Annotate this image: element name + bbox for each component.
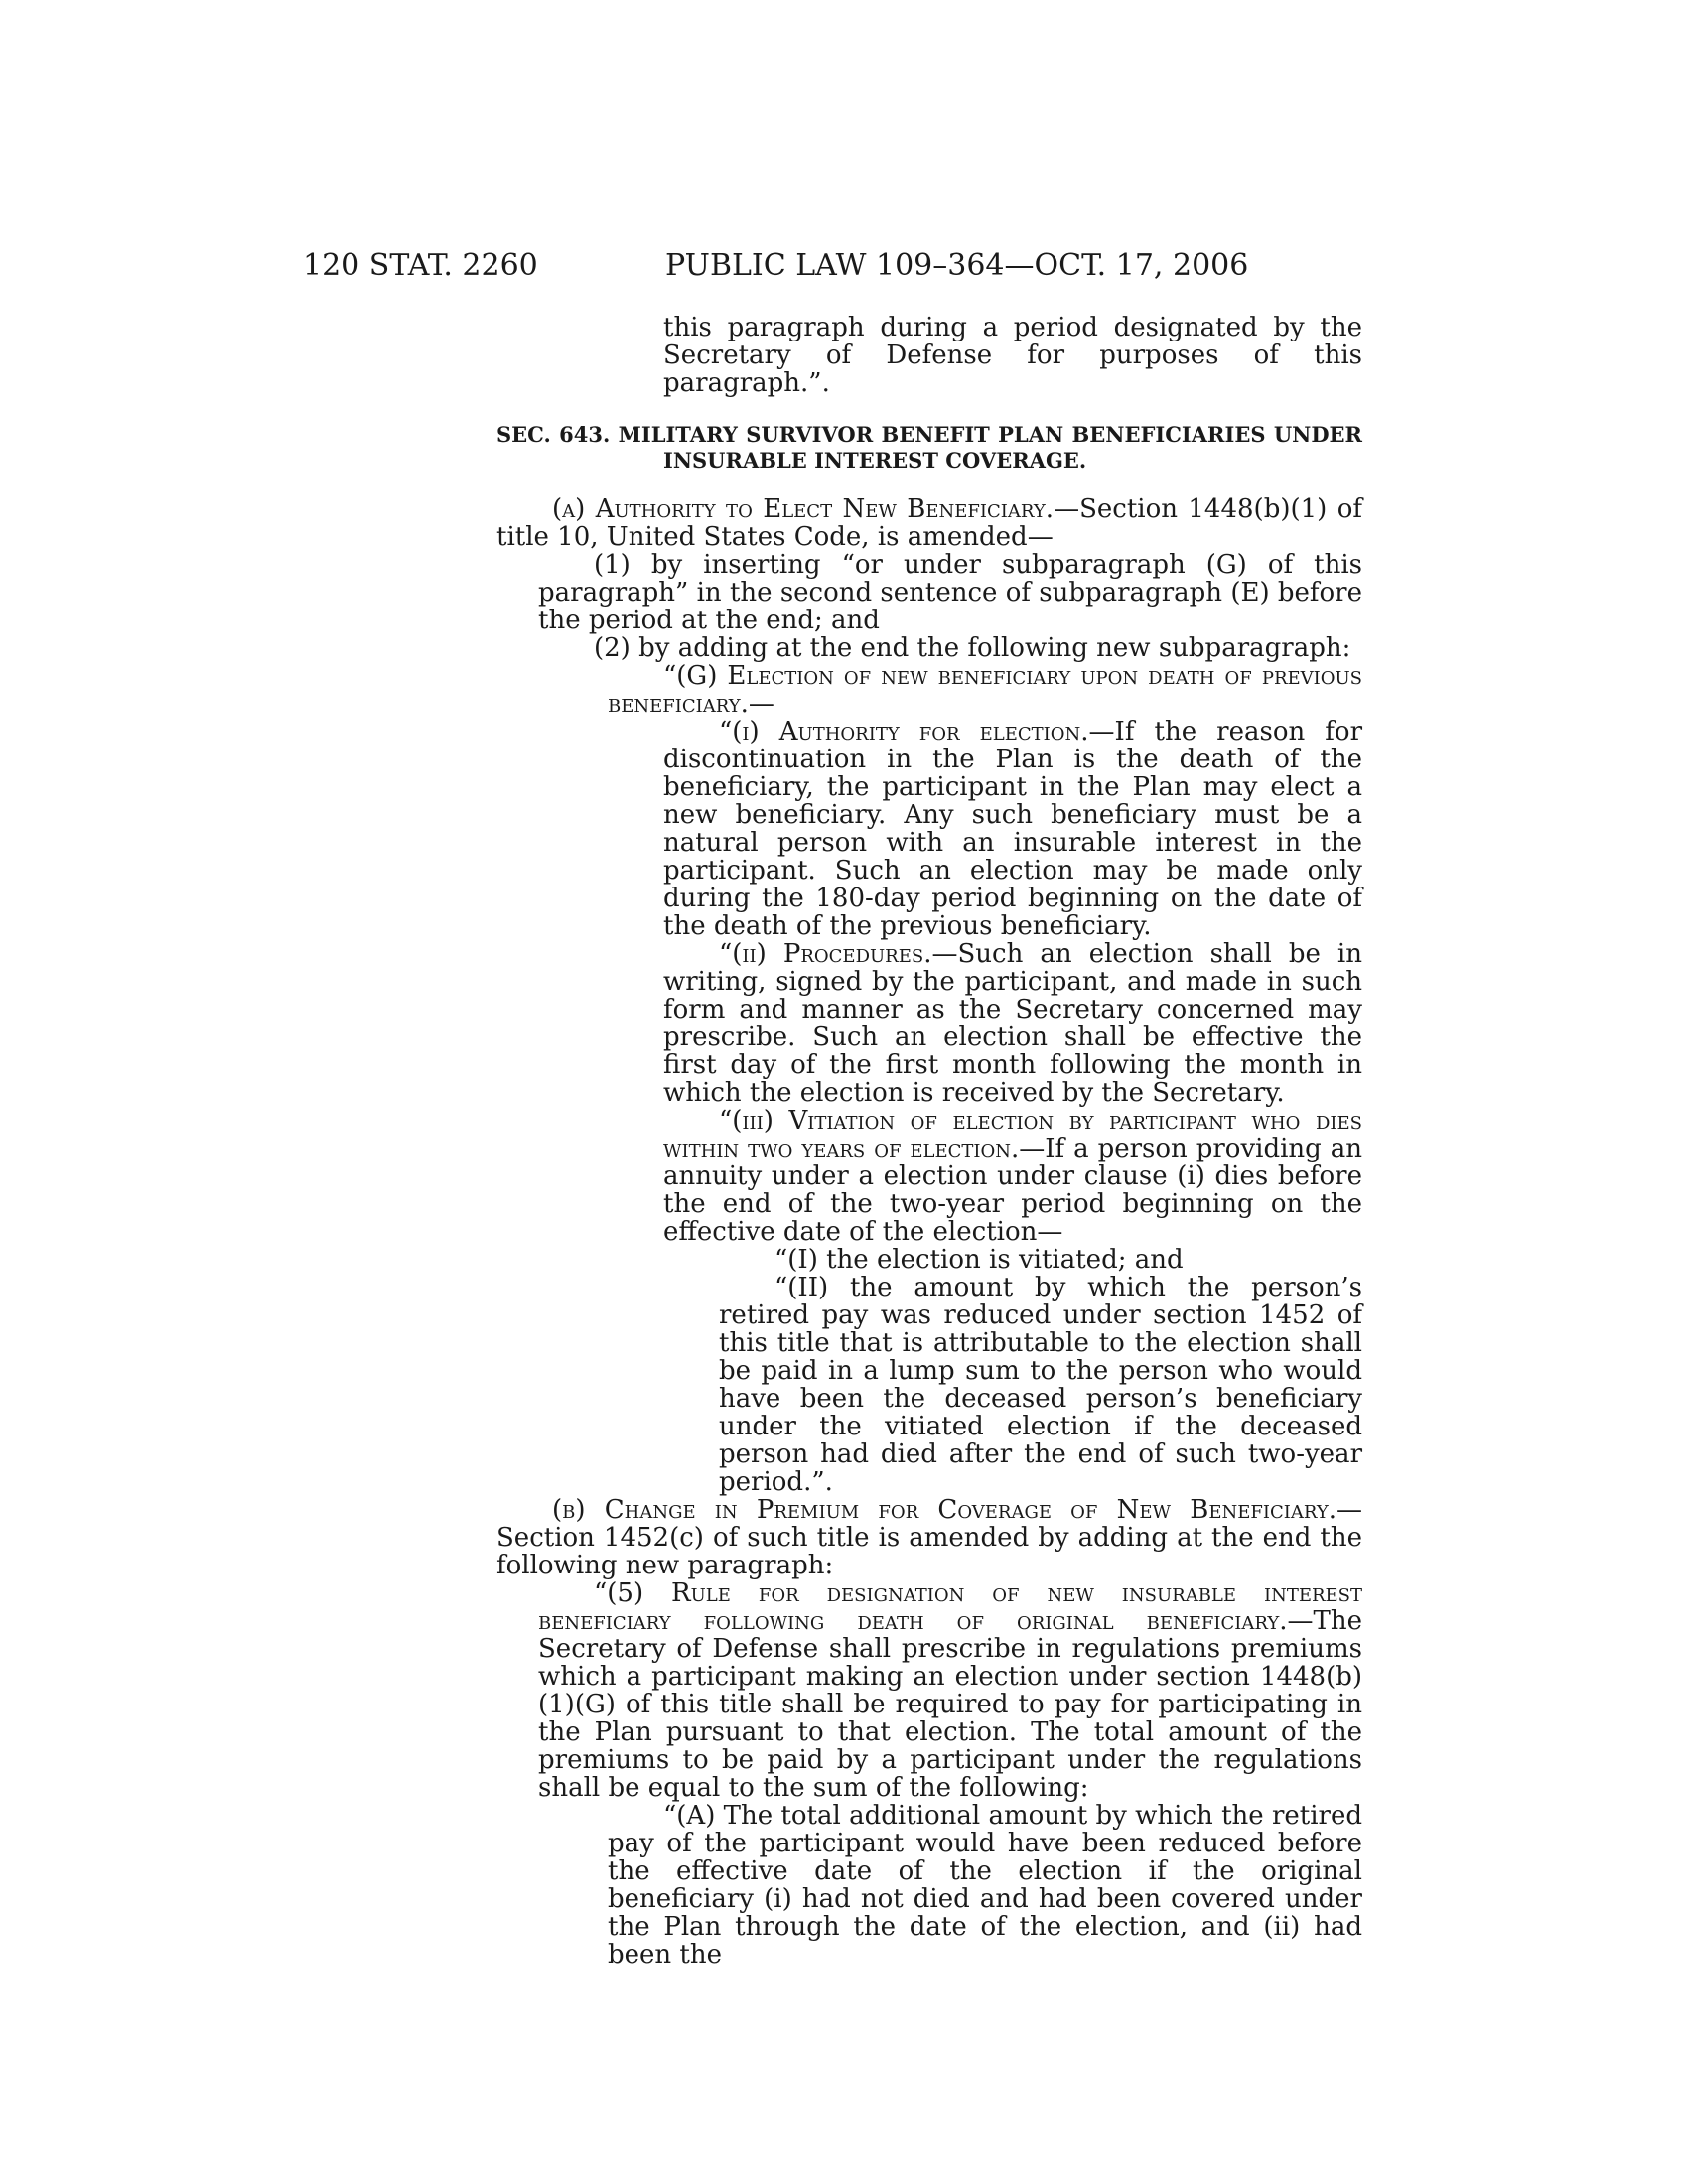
clause-iii (496, 1107, 1362, 1246)
stat-page-number: 120 STAT. 2260 (303, 248, 538, 283)
paragraph-5-heading: “(5) Rule for designation of new insurable interest beneficiary following death of original beneficiary. (538, 1578, 1362, 1636)
clause-i (496, 718, 1362, 940)
subsection-b-text: —Section 1452(c) of such title is amended by adding at the end the following new paragraph: (496, 1495, 1362, 1580)
continued-paragraph: this paragraph during a period designated by the Secretary of Defense for purposes of this paragraph.”. (663, 313, 1362, 398)
clause-i-heading: “(i) Authority for election. (719, 717, 1089, 747)
subsection-b (496, 1496, 1362, 1579)
clause-iii-heading: “(iii) Vitiation of election by participant who dies within two years of election. (663, 1106, 1362, 1163)
running-header (303, 248, 1361, 288)
clause-i-text: —If the reason for discontinuation in the Plan is the death of the beneficiary, the participant in the Plan may elect a new beneficiary. Any such beneficiary must be a natural person with an insurable interest in the participant. Such an election may be made only during the 180-day period beginning on the date of the death of the previous beneficiary. (663, 717, 1362, 941)
paragraph-2: (2) by adding at the end the following new subparagraph: (594, 633, 1351, 663)
subparagraph-G-heading: “(G) Election of new beneficiary upon death of previous beneficiary.— (608, 661, 1362, 719)
document-body (496, 314, 1362, 1969)
subclause-II: “(II) the amount by which the person’s retired pay was reduced under section 1452 of this title that is attributable to the election shall be paid in a lump sum to the person who would have been the deceased person’s beneficiary under the vitiated election if the deceased person had died after the end of such two-year period.”. (719, 1273, 1362, 1497)
clause-ii (496, 940, 1362, 1107)
subsection-b-heading: (b) Change in Premium for Coverage of New Beneficiary. (552, 1495, 1336, 1525)
subsection-a (496, 495, 1362, 551)
clause-ii-text: —Such an election shall be in writing, signed by the participant, and made in such form and manner as the Secretary concerned may prescribe. Such an election shall be effective the first day of the first month following the month in which the election is received by the Secretary. (663, 939, 1362, 1108)
subsection-a-text: —Section 1448(b)(1) of title 10, United States Code, is amended— (496, 494, 1363, 552)
subclause-I: “(I) the election is vitiated; and (774, 1245, 1184, 1275)
subsection-a-heading: (a) Authority to Elect New Beneficiary. (552, 494, 1055, 524)
paragraph-5 (496, 1579, 1362, 1802)
subparagraph-A: “(A) The total additional amount by which the retired pay of the participant would have been reduced before the effective date of the election if the original beneficiary (i) had not died and had been covered under the Plan through the date of the election, and (ii) had been the (608, 1801, 1362, 1970)
clause-iii-text: —If a person providing an annuity under a election under clause (i) dies before the end of the two-year period beginning on the effective date of the election— (663, 1134, 1362, 1247)
paragraph-5-text: —The Secretary of Defense shall prescribe in regulations premiums which a participant making an election under section 1448(b)(1)(G) of this title shall be required to pay for participating in the Plan pursuant to that election. The total amount of the premiums to be paid by a participant under the regulations shall be equal to the sum of the following: (538, 1606, 1362, 1803)
public-law-title: PUBLIC LAW 109–364—OCT. 17, 2006 (665, 248, 1249, 283)
section-heading: SEC. 643. MILITARY SURVIVOR BENEFIT PLAN BENEFICIARIES UNDER INSURABLE INTEREST COVERAGE. (496, 422, 1362, 473)
paragraph-1: (1) by inserting “or under subparagraph (G) of this paragraph” in the second sentence of subparagraph (E) before the period at the end; and (538, 550, 1362, 635)
clause-ii-heading: “(ii) Procedures. (719, 939, 932, 969)
